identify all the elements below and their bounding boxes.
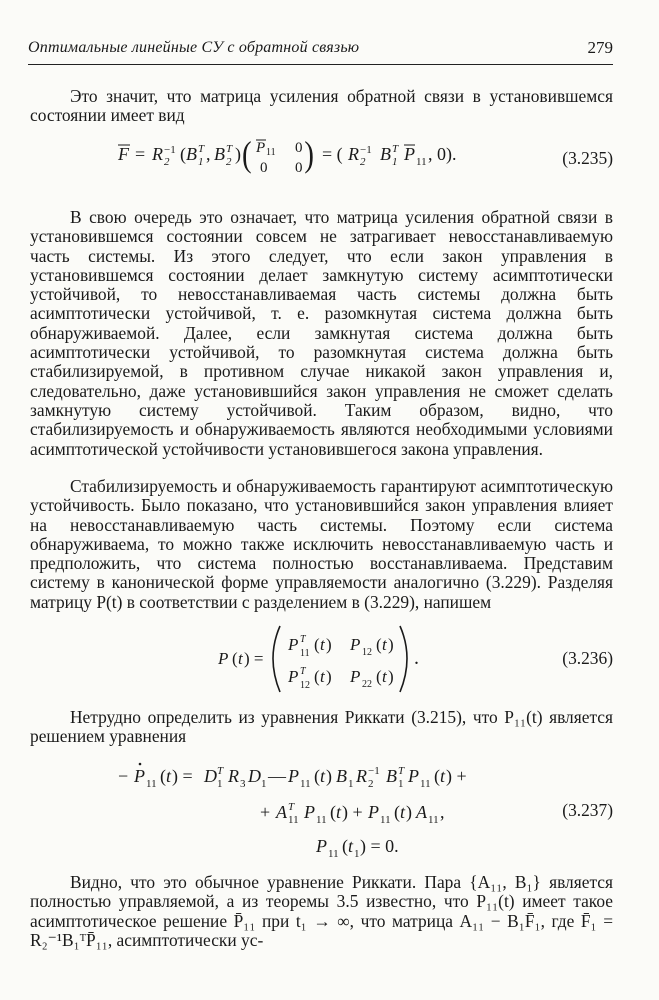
svg-text:T: T bbox=[392, 143, 399, 155]
equation-3-237-formula bbox=[110, 758, 610, 868]
svg-text:B: B bbox=[380, 144, 391, 164]
svg-text:−1: −1 bbox=[368, 765, 380, 777]
svg-text:(: ( bbox=[330, 802, 336, 822]
svg-text:1: 1 bbox=[348, 778, 354, 790]
svg-text:(: ( bbox=[314, 635, 320, 654]
svg-text:P: P bbox=[288, 766, 299, 786]
svg-text:1: 1 bbox=[398, 778, 404, 790]
svg-text:F: F bbox=[118, 144, 129, 164]
svg-text:B: B bbox=[386, 766, 397, 786]
equation-3-235 bbox=[30, 136, 613, 182]
svg-text:): ) bbox=[326, 667, 332, 686]
svg-text:R: R bbox=[356, 766, 367, 786]
svg-text:P: P bbox=[256, 140, 266, 156]
svg-text:t: t bbox=[400, 802, 406, 822]
svg-text:(: ( bbox=[376, 635, 382, 654]
paragraph-4: Нетрудно определить из уравнения Риккати (3.215), что P₁₁(t) является решением уравнения bbox=[30, 707, 613, 747]
svg-text:P: P bbox=[350, 635, 361, 654]
svg-text:t: t bbox=[348, 836, 354, 856]
svg-text:): ) bbox=[388, 635, 394, 654]
svg-text:−: − bbox=[118, 766, 129, 786]
svg-text:t: t bbox=[336, 802, 342, 822]
svg-text:T: T bbox=[398, 765, 405, 777]
svg-text:) =: ) = bbox=[172, 766, 193, 786]
svg-text:) = 0.: ) = 0. bbox=[360, 836, 399, 856]
svg-text:+: + bbox=[260, 802, 271, 822]
svg-text:2: 2 bbox=[368, 778, 374, 790]
svg-text:,: , bbox=[440, 802, 445, 822]
svg-text:1: 1 bbox=[261, 778, 267, 790]
svg-text:T: T bbox=[300, 634, 306, 645]
svg-text:12: 12 bbox=[362, 647, 372, 658]
svg-text:11: 11 bbox=[420, 778, 431, 790]
svg-text:T: T bbox=[288, 801, 295, 813]
svg-text:11: 11 bbox=[328, 848, 339, 860]
svg-text:D: D bbox=[248, 766, 261, 786]
svg-text:0: 0 bbox=[295, 140, 303, 156]
svg-text:(: ( bbox=[314, 667, 320, 686]
svg-text:) +: ) + bbox=[446, 766, 467, 786]
svg-text:t: t bbox=[320, 667, 325, 686]
svg-text:(: ( bbox=[242, 136, 252, 175]
svg-text:.: . bbox=[414, 647, 419, 669]
paragraph-2: В свою очередь это означает, что матрица усиления обратной связи в установившемся состоянии совсем не затрагивает невосстанавливаемую часть системы. Из этого следует, что если закон управления в установившемся состоянии делает замкнутую систему асимптотически устойчивой, то невосстанавливаемая часть системы должна быть асимптотически устойчивой, т. е. разомкнутая система должна быть обнаруживаемой. Далее, если замкнутая система должна быть асимптотически устойчивой, то разомкнутая система должна быть стабилизируемой, в противном случае никакой закон управления и, следовательно, даже установившийся закон управления не сможет сделать замкнутую систему устойчивой. Таким образом, видно, что стабилизируемость и обнаруживаемость являются необходимыми условиями асимптотической устойчивости установившегося закона управления. bbox=[30, 207, 613, 459]
svg-text:B: B bbox=[186, 144, 197, 164]
svg-text:22: 22 bbox=[362, 679, 372, 690]
paragraph-1: Это значит, что матрица усиления обратной связи в установившемся состоянии имеет вид bbox=[30, 86, 613, 126]
svg-text:(: ( bbox=[342, 836, 348, 856]
svg-text:): ) bbox=[326, 635, 332, 654]
svg-text:(: ( bbox=[180, 144, 186, 164]
svg-text:t: t bbox=[320, 766, 326, 786]
svg-text:(: ( bbox=[394, 802, 400, 822]
svg-text:(: ( bbox=[434, 766, 440, 786]
svg-text:D: D bbox=[204, 766, 217, 786]
svg-text:t: t bbox=[440, 766, 446, 786]
svg-text:1: 1 bbox=[198, 156, 204, 168]
svg-text:P: P bbox=[368, 802, 379, 822]
svg-text:T: T bbox=[198, 143, 205, 155]
svg-text:): ) bbox=[406, 802, 412, 822]
svg-text:0: 0 bbox=[260, 160, 268, 176]
svg-text:A: A bbox=[276, 802, 287, 822]
svg-text:P: P bbox=[218, 649, 229, 668]
svg-text:t: t bbox=[238, 649, 243, 668]
svg-text:R: R bbox=[228, 766, 239, 786]
svg-text:) +: ) + bbox=[342, 802, 363, 822]
equation-number: (3.236) bbox=[562, 648, 613, 668]
svg-text:t: t bbox=[382, 667, 387, 686]
equation-number: (3.237) bbox=[562, 800, 613, 820]
svg-text:t: t bbox=[320, 635, 325, 654]
svg-text:(: ( bbox=[376, 667, 382, 686]
svg-text:P: P bbox=[404, 144, 415, 164]
svg-text:2: 2 bbox=[226, 156, 232, 168]
svg-text:11: 11 bbox=[316, 814, 327, 826]
svg-text:0: 0 bbox=[295, 160, 303, 176]
svg-text:T: T bbox=[300, 666, 306, 677]
svg-text:11: 11 bbox=[300, 778, 311, 790]
svg-text:R: R bbox=[348, 144, 359, 164]
svg-text:T: T bbox=[217, 765, 224, 777]
svg-text:,: , bbox=[206, 144, 211, 164]
svg-text:P: P bbox=[288, 635, 299, 654]
svg-text:) =: ) = bbox=[244, 649, 264, 668]
svg-text:2: 2 bbox=[164, 156, 170, 168]
svg-text:t: t bbox=[382, 635, 387, 654]
svg-text:P: P bbox=[350, 667, 361, 686]
svg-text:11: 11 bbox=[380, 814, 391, 826]
svg-text:−1: −1 bbox=[360, 144, 372, 156]
svg-text:−1: −1 bbox=[164, 144, 176, 156]
svg-text:(: ( bbox=[160, 766, 166, 786]
svg-text:1: 1 bbox=[354, 848, 360, 860]
svg-text:P: P bbox=[288, 667, 299, 686]
svg-text:P: P bbox=[304, 802, 315, 822]
svg-text:(: ( bbox=[314, 766, 320, 786]
svg-text:P: P bbox=[316, 836, 327, 856]
svg-text:12: 12 bbox=[300, 680, 310, 691]
paragraph-3: Стабилизируемость и обнаруживаемость гарантируют асимптотическую устойчивость. Было показано, что установившийся закон управления влияет на невосстанавливаемую часть системы. Поэтому если система обнаруживаема, то можно также исключить невосстанавливаемую часть и предположить, что система полностью восстанавливаема. Представим систему в канонической форме управляемости аналогично (3.229). Разделяя матрицу P(t) в соответствии с разделением в (3.229), напишем bbox=[30, 476, 613, 612]
svg-text:11: 11 bbox=[416, 156, 427, 168]
svg-text:=: = bbox=[135, 144, 146, 164]
equation-3-237 bbox=[30, 758, 613, 868]
svg-text:(: ( bbox=[232, 649, 238, 668]
svg-text:P: P bbox=[134, 766, 145, 786]
svg-text:11: 11 bbox=[288, 814, 299, 826]
running-header bbox=[28, 34, 613, 65]
svg-text:): ) bbox=[388, 667, 394, 686]
equation-3-236 bbox=[30, 620, 613, 695]
svg-text:2: 2 bbox=[360, 156, 366, 168]
svg-text:P: P bbox=[408, 766, 419, 786]
equation-number: (3.235) bbox=[562, 148, 613, 168]
svg-text:11: 11 bbox=[428, 814, 439, 826]
svg-text:t: t bbox=[166, 766, 172, 786]
svg-text:T: T bbox=[226, 143, 233, 155]
svg-text:): ) bbox=[304, 136, 314, 175]
svg-text:1: 1 bbox=[217, 778, 223, 790]
svg-text:A: A bbox=[416, 802, 427, 822]
svg-text:3: 3 bbox=[240, 778, 246, 790]
running-title: Оптимальные линейные СУ с обратной связью bbox=[28, 39, 360, 56]
svg-text:B: B bbox=[214, 144, 225, 164]
svg-text:—: — bbox=[268, 766, 286, 786]
svg-text:11: 11 bbox=[300, 648, 310, 659]
svg-text:, 0).: , 0). bbox=[428, 144, 457, 164]
page-number: 279 bbox=[587, 38, 613, 57]
svg-text:B: B bbox=[336, 766, 347, 786]
equation-3-235-formula bbox=[90, 136, 610, 180]
svg-text:R: R bbox=[152, 144, 163, 164]
svg-text:= (: = ( bbox=[322, 144, 343, 164]
svg-text:1: 1 bbox=[392, 156, 398, 168]
svg-text:11: 11 bbox=[266, 147, 276, 158]
svg-text:11: 11 bbox=[146, 778, 157, 790]
svg-text:): ) bbox=[326, 766, 332, 786]
svg-text:): ) bbox=[235, 144, 241, 164]
paragraph-5: Видно, что это обычное уравнение Риккати. Пара {A₁₁, B₁} является полностью управляемой, а из теоремы 3.5 известно, что P₁₁(t) имеет такое асимптотическое решение P̄₁₁ при t₁ → ∞, что матрица A₁₁ − B₁F̄₁, где F̄₁ = R₂⁻¹B₁ᵀP̄₁₁, асимптотически ус- bbox=[30, 872, 613, 950]
